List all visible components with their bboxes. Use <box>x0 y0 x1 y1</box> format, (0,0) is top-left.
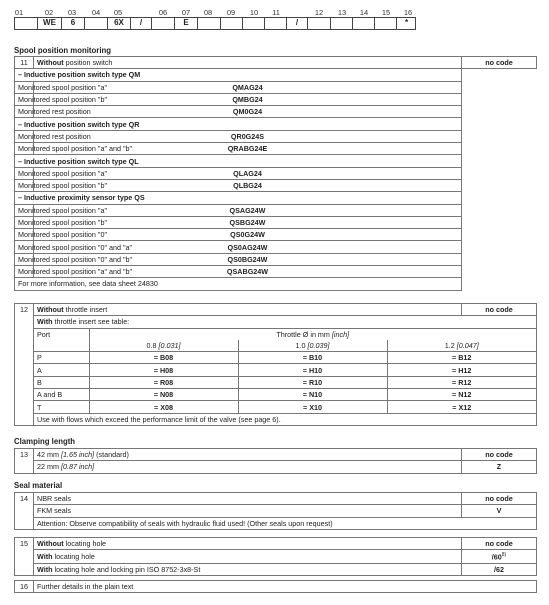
pos-06: 06 <box>158 8 168 17</box>
spool-group-header: – Inductive position switch type QM <box>15 69 537 81</box>
row-number: 14 <box>15 493 34 530</box>
throttle-table <box>14 303 537 426</box>
throttle-size-table <box>34 329 536 413</box>
locating-row: With locating hole and locking pin ISO 8752-3x8-St /62 <box>15 563 537 575</box>
box-type: WE <box>43 18 56 27</box>
spool-group-header: – Inductive position switch type QR <box>15 118 537 130</box>
further-row: 16 Further details in the plain text <box>15 581 537 593</box>
clamping-table <box>14 448 537 474</box>
locating-table <box>14 537 537 576</box>
spool-option-row: Monitored spool position "a" and "b" QSABG24W <box>15 266 537 278</box>
seal-section-title: Seal material <box>14 481 63 490</box>
pos-14: 14 <box>359 8 369 17</box>
pos-13: 13 <box>337 8 347 17</box>
size-header-2: 1.2 [0.047] <box>387 340 536 352</box>
code-cell: no code <box>462 304 537 316</box>
throttle-port-row: P = B08 = B10 = B12 <box>34 352 536 364</box>
pos-04: 04 <box>91 8 101 17</box>
pos-02: 02 <box>44 8 54 17</box>
seal-row: FKM seals V <box>15 505 537 517</box>
pos-11: 11 <box>272 8 280 17</box>
throttle-note-row: Use with flows which exceed the performance limit of the valve (see page 6). <box>15 413 537 425</box>
box-size: 6 <box>70 18 76 27</box>
row-number: 11 <box>15 57 34 69</box>
size-header-1: 1.0 [0.039] <box>238 340 387 352</box>
spool-section-title: Spool position monitoring <box>14 46 112 55</box>
row-number: 16 <box>15 581 34 593</box>
throttle-port-row: A = H08 = H10 = H12 <box>34 364 536 376</box>
box-series: 6X <box>114 18 124 27</box>
pos-10: 10 <box>249 8 259 17</box>
row-number: 13 <box>15 449 34 474</box>
row-number: 15 <box>15 538 34 576</box>
pos-12: 12 <box>314 8 324 17</box>
spool-option-row: Monitored spool position "a" QSAG24W <box>15 204 537 216</box>
spool-without-row: 11 Without position switch no code <box>15 57 537 69</box>
spool-option-row: Monitored rest position QM0G24 <box>15 106 537 118</box>
further-table <box>14 580 537 593</box>
spool-option-row: Monitored spool position "b" QSBG24W <box>15 216 537 228</box>
spool-option-row: Monitored rest position QR0G24S <box>15 130 537 142</box>
pos-05: 05 <box>113 8 123 17</box>
spool-option-row: Monitored spool position "0" QS0G24W <box>15 229 537 241</box>
pos-08: 08 <box>203 8 213 17</box>
pos-16: 16 <box>403 8 413 17</box>
seal-note-row: Attention: Observe compatibility of seals with hydraulic fluid used! (Other seals upon request) <box>15 517 537 529</box>
locating-row: 15 Without locating hole no code <box>15 538 537 550</box>
pos-07: 07 <box>181 8 191 17</box>
pos-03: 03 <box>67 8 77 17</box>
spool-option-row: Monitored spool position "a" QMAG24 <box>15 81 537 93</box>
throttle-port-row: T = X08 = X10 = X12 <box>34 401 536 413</box>
clamping-row: 13 42 mm [1.65 inch] (standard) no code <box>15 449 537 461</box>
clamping-section-title: Clamping length <box>14 437 76 446</box>
throttle-with-row: With throttle insert see table: <box>15 316 537 328</box>
spool-option-row: Monitored spool position "b" QMBG24 <box>15 93 537 105</box>
spool-more-info-row: For more information, see data sheet 24830 <box>15 278 537 290</box>
pos-09: 09 <box>226 8 236 17</box>
seal-table <box>14 492 537 530</box>
box-asterisk: * <box>404 18 409 27</box>
locating-row: With locating hole /60$^{8)}$ <box>15 550 537 563</box>
pos-01: 01 <box>14 8 24 17</box>
spool-option-row: Monitored spool position "a" QLAG24 <box>15 167 537 179</box>
spool-option-row: Monitored spool position "0" and "a" QS0AG24W <box>15 241 537 253</box>
throttle-port-row: A and B = N08 = N10 = N12 <box>34 389 536 401</box>
spool-option-row: Monitored spool position "a" and "b" QRABG24E <box>15 143 537 155</box>
box-slash-2: / <box>295 18 299 27</box>
box-e: E <box>183 18 189 27</box>
size-header-0: 0.8 [0.031] <box>89 340 238 352</box>
code-cell: no code <box>462 57 537 69</box>
row-number: 12 <box>15 304 34 426</box>
seal-row: 14 NBR seals no code <box>15 493 537 505</box>
port-header: Port <box>34 329 89 352</box>
pos-15: 15 <box>381 8 391 17</box>
clamping-row: 22 mm [0.87 inch] Z <box>15 461 537 473</box>
box-slash-1: / <box>139 18 143 27</box>
spool-option-row: Monitored spool position "0" and "b" QS0BG24W <box>15 253 537 265</box>
throttle-header: Throttle Ø in mm [inch] <box>89 329 536 340</box>
spool-group-header: – Inductive position switch type QL <box>15 155 537 167</box>
spool-table <box>14 56 537 291</box>
spool-option-row: Monitored spool position "b" QLBG24 <box>15 179 537 191</box>
throttle-without-row: 12 Without throttle insert no code <box>15 304 537 316</box>
spool-group-header: – Inductive proximity sensor type QS <box>15 192 537 204</box>
throttle-port-row: B = R08 = R10 = R12 <box>34 376 536 388</box>
